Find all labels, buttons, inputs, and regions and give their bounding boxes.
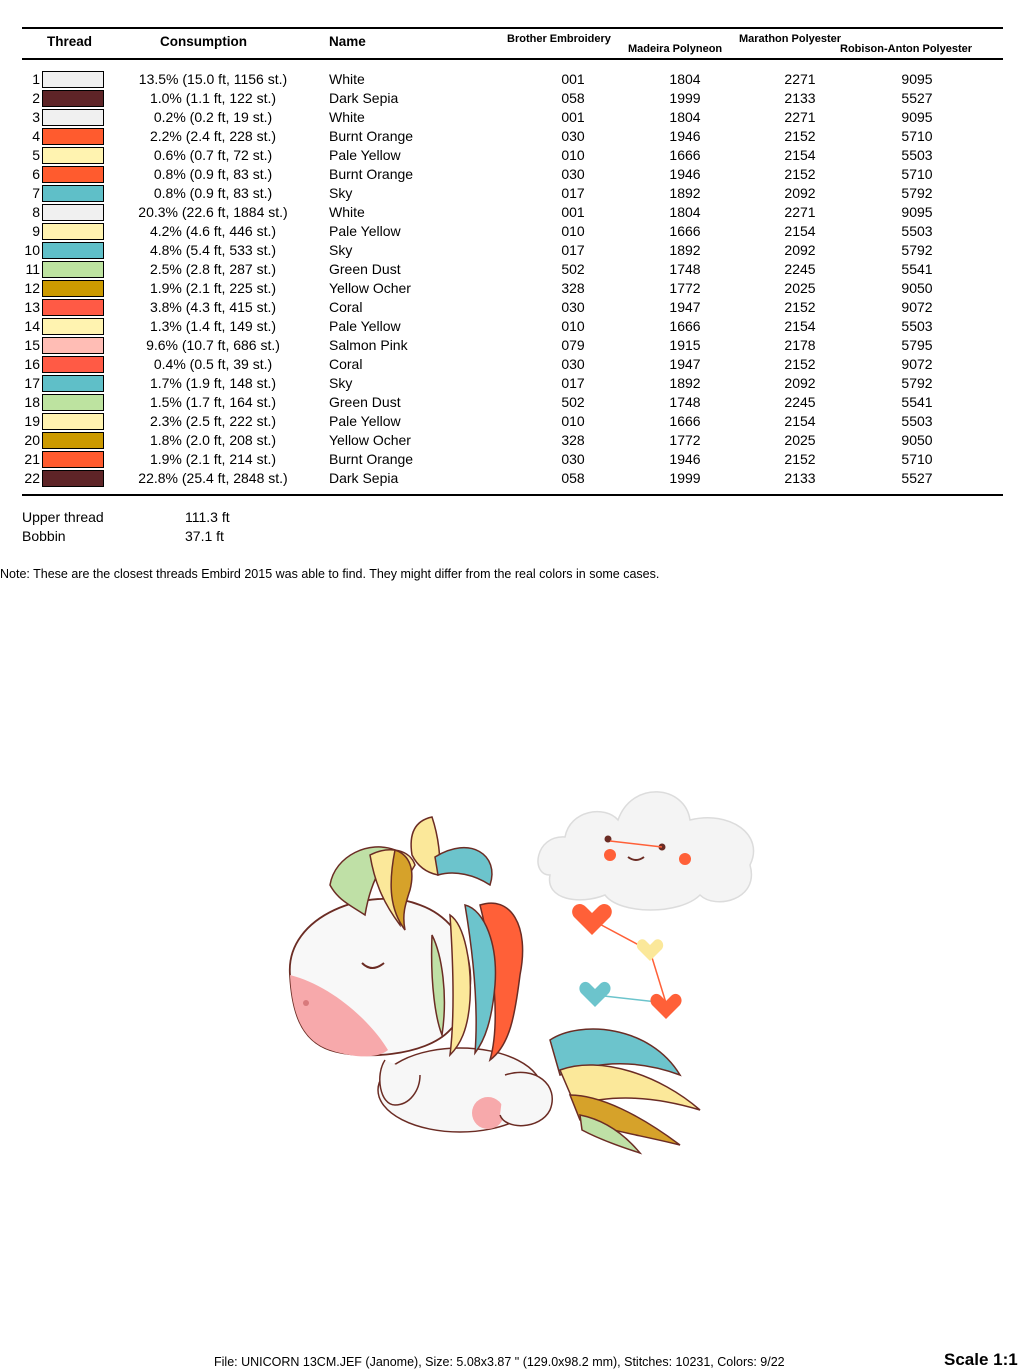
- color-swatch: [42, 185, 104, 202]
- mane-sky-top: [435, 848, 492, 885]
- brother-code-cell: 502: [561, 394, 585, 410]
- cloud-cheek-left: [604, 849, 616, 861]
- consumption-cell: 1.0% (1.1 ft, 122 st.): [149, 90, 277, 106]
- thread-number: 14: [24, 318, 40, 334]
- thread-name-cell: Yellow Ocher: [329, 432, 411, 448]
- robison-code-cell: 5710: [901, 166, 933, 182]
- robison-code-cell: 9050: [901, 280, 933, 296]
- table-row: [0, 431, 1024, 450]
- table-row: [0, 469, 1024, 488]
- color-swatch: [42, 451, 104, 468]
- consumption-cell: 1.9% (2.1 ft, 225 st.): [149, 280, 277, 296]
- thread-number: 20: [24, 432, 40, 448]
- consumption-cell: 1.5% (1.7 ft, 164 st.): [149, 394, 277, 410]
- madeira-code-cell: 1666: [669, 147, 701, 163]
- marathon-code-cell: 2154: [784, 413, 816, 429]
- robison-code-cell: 5503: [901, 318, 933, 334]
- table-row: [0, 374, 1024, 393]
- thread-name-cell: Sky: [329, 242, 353, 258]
- brother-code-cell: 001: [561, 204, 585, 220]
- robison-code-cell: 9072: [901, 356, 933, 372]
- thread-name-cell: Sky: [329, 375, 353, 391]
- table-row: [0, 355, 1024, 374]
- brother-code-cell: 030: [561, 451, 585, 467]
- brother-code-cell: 328: [561, 432, 585, 448]
- table-top-rule: [22, 27, 1003, 29]
- thread-number: 10: [24, 242, 40, 258]
- color-swatch: [42, 337, 104, 354]
- madeira-code-cell: 1748: [669, 261, 701, 277]
- consumption-cell: 3.8% (4.3 ft, 415 st.): [149, 299, 277, 315]
- table-row: [0, 70, 1024, 89]
- brother-code-cell: 030: [561, 356, 585, 372]
- color-swatch: [42, 109, 104, 126]
- header-name: Name: [329, 34, 366, 49]
- marathon-code-cell: 2154: [784, 147, 816, 163]
- thread-number: 21: [24, 451, 40, 467]
- thread-number: 15: [24, 337, 40, 353]
- upper-thread-value: 111.3 ft: [185, 509, 230, 525]
- robison-code-cell: 5792: [901, 185, 933, 201]
- brother-code-cell: 001: [561, 71, 585, 87]
- madeira-code-cell: 1946: [669, 166, 701, 182]
- consumption-cell: 2.3% (2.5 ft, 222 st.): [149, 413, 277, 429]
- thread-name-cell: Sky: [329, 185, 353, 201]
- thread-number: 8: [32, 204, 40, 220]
- brother-code-cell: 502: [561, 261, 585, 277]
- thread-name-cell: White: [329, 109, 365, 125]
- thread-number: 5: [32, 147, 40, 163]
- bobbin-label: Bobbin: [22, 528, 66, 544]
- consumption-cell: 4.8% (5.4 ft, 533 st.): [149, 242, 277, 258]
- madeira-code-cell: 1748: [669, 394, 701, 410]
- file-info-footer: File: UNICORN 13CM.JEF (Janome), Size: 5.08x3.87 " (129.0x98.2 mm), Stitches: 10231, Colors: 9/22: [214, 1355, 785, 1369]
- brother-code-cell: 017: [561, 185, 585, 201]
- color-swatch: [42, 299, 104, 316]
- marathon-code-cell: 2092: [784, 242, 816, 258]
- marathon-code-cell: 2025: [784, 432, 816, 448]
- thread-name-cell: Yellow Ocher: [329, 280, 411, 296]
- header-madeira: Madeira Polyneon: [628, 43, 723, 55]
- marathon-code-cell: 2152: [784, 299, 816, 315]
- marathon-code-cell: 2154: [784, 223, 816, 239]
- table-row: [0, 108, 1024, 127]
- madeira-code-cell: 1946: [669, 128, 701, 144]
- consumption-cell: 13.5% (15.0 ft, 1156 st.): [138, 71, 288, 87]
- madeira-code-cell: 1915: [669, 337, 701, 353]
- table-row: [0, 336, 1024, 355]
- thread-name-cell: Burnt Orange: [329, 128, 414, 144]
- consumption-cell: 2.5% (2.8 ft, 287 st.): [149, 261, 277, 277]
- robison-code-cell: 5503: [901, 223, 933, 239]
- color-swatch: [42, 318, 104, 335]
- unicorn-hind-leg: [500, 1072, 552, 1125]
- table-header-rule: [22, 58, 1003, 60]
- consumption-cell: 20.3% (22.6 ft, 1884 st.): [138, 204, 288, 220]
- thread-number: 12: [24, 280, 40, 296]
- madeira-code-cell: 1947: [669, 356, 701, 372]
- madeira-code-cell: 1892: [669, 242, 701, 258]
- robison-code-cell: 5710: [901, 128, 933, 144]
- thread-name-cell: Salmon Pink: [329, 337, 408, 353]
- thread-name-cell: Coral: [329, 299, 363, 315]
- thread-number: 7: [32, 185, 40, 201]
- thread-name-cell: Dark Sepia: [329, 90, 399, 106]
- table-row: [0, 89, 1024, 108]
- thread-number: 16: [24, 356, 40, 372]
- thread-name-cell: Green Dust: [329, 394, 401, 410]
- brother-code-cell: 328: [561, 280, 585, 296]
- madeira-code-cell: 1666: [669, 223, 701, 239]
- header-brother: Brother Embroidery: [507, 33, 611, 45]
- brother-code-cell: 010: [561, 223, 585, 239]
- table-row: [0, 165, 1024, 184]
- madeira-code-cell: 1666: [669, 413, 701, 429]
- consumption-cell: 1.3% (1.4 ft, 149 st.): [149, 318, 277, 334]
- robison-code-cell: 5792: [901, 242, 933, 258]
- consumption-cell: 1.8% (2.0 ft, 208 st.): [149, 432, 277, 448]
- brother-code-cell: 030: [561, 299, 585, 315]
- unicorn-cheek-back: [472, 1097, 504, 1129]
- thread-number: 4: [32, 128, 40, 144]
- thread-number: 13: [24, 299, 40, 315]
- table-row: [0, 393, 1024, 412]
- cloud-shape: [538, 792, 754, 910]
- unicorn-embroidery-preview: [260, 775, 770, 1165]
- color-swatch: [42, 413, 104, 430]
- consumption-cell: 0.4% (0.5 ft, 39 st.): [153, 356, 273, 372]
- color-swatch: [42, 147, 104, 164]
- thread-number: 3: [32, 109, 40, 125]
- madeira-code-cell: 1666: [669, 318, 701, 334]
- marathon-code-cell: 2271: [784, 204, 816, 220]
- unicorn-nostril: [303, 1000, 309, 1006]
- note-text: Note: These are the closest threads Embird 2015 was able to find. They might differ from the real colors in some cases.: [0, 567, 660, 581]
- table-row: [0, 279, 1024, 298]
- robison-code-cell: 9095: [901, 109, 933, 125]
- table-row: [0, 298, 1024, 317]
- table-row: [0, 203, 1024, 222]
- marathon-code-cell: 2271: [784, 109, 816, 125]
- thread-number: 22: [24, 470, 40, 486]
- color-swatch: [42, 375, 104, 392]
- thread-number: 9: [32, 223, 40, 239]
- thread-name-cell: Pale Yellow: [329, 413, 401, 429]
- table-row: [0, 450, 1024, 469]
- robison-code-cell: 9095: [901, 71, 933, 87]
- consumption-cell: 2.2% (2.4 ft, 228 st.): [149, 128, 277, 144]
- color-swatch: [42, 90, 104, 107]
- marathon-code-cell: 2152: [784, 128, 816, 144]
- madeira-code-cell: 1892: [669, 375, 701, 391]
- madeira-code-cell: 1772: [669, 280, 701, 296]
- consumption-cell: 1.7% (1.9 ft, 148 st.): [149, 375, 277, 391]
- marathon-code-cell: 2154: [784, 318, 816, 334]
- madeira-code-cell: 1892: [669, 185, 701, 201]
- header-marathon: Marathon Polyester: [739, 33, 842, 45]
- marathon-code-cell: 2133: [784, 90, 816, 106]
- brother-code-cell: 079: [561, 337, 585, 353]
- bobbin-value: 37.1 ft: [185, 528, 224, 544]
- table-row: [0, 127, 1024, 146]
- heart-orange-1-icon: [572, 904, 612, 935]
- table-row: [0, 317, 1024, 336]
- color-swatch: [42, 223, 104, 240]
- color-swatch: [42, 128, 104, 145]
- marathon-code-cell: 2152: [784, 356, 816, 372]
- heart-yellow-icon: [637, 939, 663, 961]
- unicorn-horn: [411, 817, 439, 875]
- thread-name-cell: Dark Sepia: [329, 470, 399, 486]
- madeira-code-cell: 1804: [669, 204, 701, 220]
- robison-code-cell: 5541: [901, 394, 933, 410]
- header-robison: Robison-Anton Polyester: [840, 43, 973, 55]
- consumption-cell: 0.6% (0.7 ft, 72 st.): [153, 147, 273, 163]
- marathon-code-cell: 2133: [784, 470, 816, 486]
- upper-thread-label: Upper thread: [22, 509, 104, 525]
- color-swatch: [42, 470, 104, 487]
- madeira-code-cell: 1947: [669, 299, 701, 315]
- thread-number: 1: [32, 71, 40, 87]
- thread-name-cell: Pale Yellow: [329, 318, 401, 334]
- color-swatch: [42, 280, 104, 297]
- table-row: [0, 260, 1024, 279]
- table-bottom-rule: [22, 494, 1003, 496]
- table-row: [0, 241, 1024, 260]
- robison-code-cell: 5792: [901, 375, 933, 391]
- thread-name-cell: Pale Yellow: [329, 147, 401, 163]
- color-swatch: [42, 242, 104, 259]
- marathon-code-cell: 2152: [784, 166, 816, 182]
- brother-code-cell: 017: [561, 375, 585, 391]
- consumption-cell: 1.9% (2.1 ft, 214 st.): [149, 451, 277, 467]
- color-swatch: [42, 71, 104, 88]
- consumption-cell: 4.2% (4.6 ft, 446 st.): [149, 223, 277, 239]
- thread-name-cell: Burnt Orange: [329, 166, 414, 182]
- thread-name-cell: Green Dust: [329, 261, 401, 277]
- thread-number: 11: [25, 261, 40, 277]
- madeira-code-cell: 1999: [669, 470, 701, 486]
- marathon-code-cell: 2178: [784, 337, 816, 353]
- robison-code-cell: 5527: [901, 470, 933, 486]
- table-row: [0, 222, 1024, 241]
- thread-number: 6: [32, 166, 40, 182]
- robison-code-cell: 5527: [901, 90, 933, 106]
- robison-code-cell: 9095: [901, 204, 933, 220]
- marathon-code-cell: 2245: [784, 261, 816, 277]
- marathon-code-cell: 2025: [784, 280, 816, 296]
- thread-name-cell: Pale Yellow: [329, 223, 401, 239]
- color-swatch: [42, 166, 104, 183]
- thread-number: 17: [24, 375, 40, 391]
- brother-code-cell: 010: [561, 413, 585, 429]
- color-swatch: [42, 394, 104, 411]
- robison-code-cell: 5795: [901, 337, 933, 353]
- brother-code-cell: 001: [561, 109, 585, 125]
- madeira-code-cell: 1804: [669, 109, 701, 125]
- consumption-cell: 0.2% (0.2 ft, 19 st.): [153, 109, 273, 125]
- thread-name-cell: White: [329, 204, 365, 220]
- robison-code-cell: 5541: [901, 261, 933, 277]
- robison-code-cell: 5503: [901, 413, 933, 429]
- madeira-code-cell: 1804: [669, 71, 701, 87]
- robison-code-cell: 9050: [901, 432, 933, 448]
- consumption-cell: 0.8% (0.9 ft, 83 st.): [153, 185, 273, 201]
- header-thread: Thread: [47, 34, 93, 49]
- thread-number: 19: [24, 413, 40, 429]
- thread-name-cell: White: [329, 71, 365, 87]
- marathon-code-cell: 2271: [784, 71, 816, 87]
- brother-code-cell: 017: [561, 242, 585, 258]
- heart-orange-2-icon: [650, 994, 681, 1019]
- table-row: [0, 412, 1024, 431]
- consumption-cell: 0.8% (0.9 ft, 83 st.): [153, 166, 273, 182]
- thread-name-cell: Burnt Orange: [329, 451, 414, 467]
- brother-code-cell: 010: [561, 318, 585, 334]
- heart-sky-icon: [579, 982, 610, 1007]
- consumption-cell: 9.6% (10.7 ft, 686 st.): [146, 337, 280, 353]
- color-swatch: [42, 432, 104, 449]
- color-swatch: [42, 261, 104, 278]
- header-consumption: Consumption: [160, 34, 247, 49]
- mane-yellow-side: [450, 915, 470, 1055]
- table-row: [0, 146, 1024, 165]
- madeira-code-cell: 1772: [669, 432, 701, 448]
- marathon-code-cell: 2092: [784, 185, 816, 201]
- thread-number: 18: [24, 394, 40, 410]
- robison-code-cell: 9072: [901, 299, 933, 315]
- marathon-code-cell: 2152: [784, 451, 816, 467]
- brother-code-cell: 030: [561, 128, 585, 144]
- table-row: [0, 184, 1024, 203]
- robison-code-cell: 5503: [901, 147, 933, 163]
- robison-code-cell: 5710: [901, 451, 933, 467]
- madeira-code-cell: 1946: [669, 451, 701, 467]
- cloud-cheek-right: [679, 853, 691, 865]
- thread-name-cell: Coral: [329, 356, 363, 372]
- brother-code-cell: 010: [561, 147, 585, 163]
- thread-number: 2: [32, 90, 40, 106]
- marathon-code-cell: 2245: [784, 394, 816, 410]
- marathon-code-cell: 2092: [784, 375, 816, 391]
- consumption-cell: 22.8% (25.4 ft, 2848 st.): [138, 470, 288, 486]
- madeira-code-cell: 1999: [669, 90, 701, 106]
- brother-code-cell: 030: [561, 166, 585, 182]
- color-swatch: [42, 356, 104, 373]
- color-swatch: [42, 204, 104, 221]
- scale-label: Scale 1:1: [944, 1350, 1018, 1369]
- brother-code-cell: 058: [561, 470, 585, 486]
- brother-code-cell: 058: [561, 90, 585, 106]
